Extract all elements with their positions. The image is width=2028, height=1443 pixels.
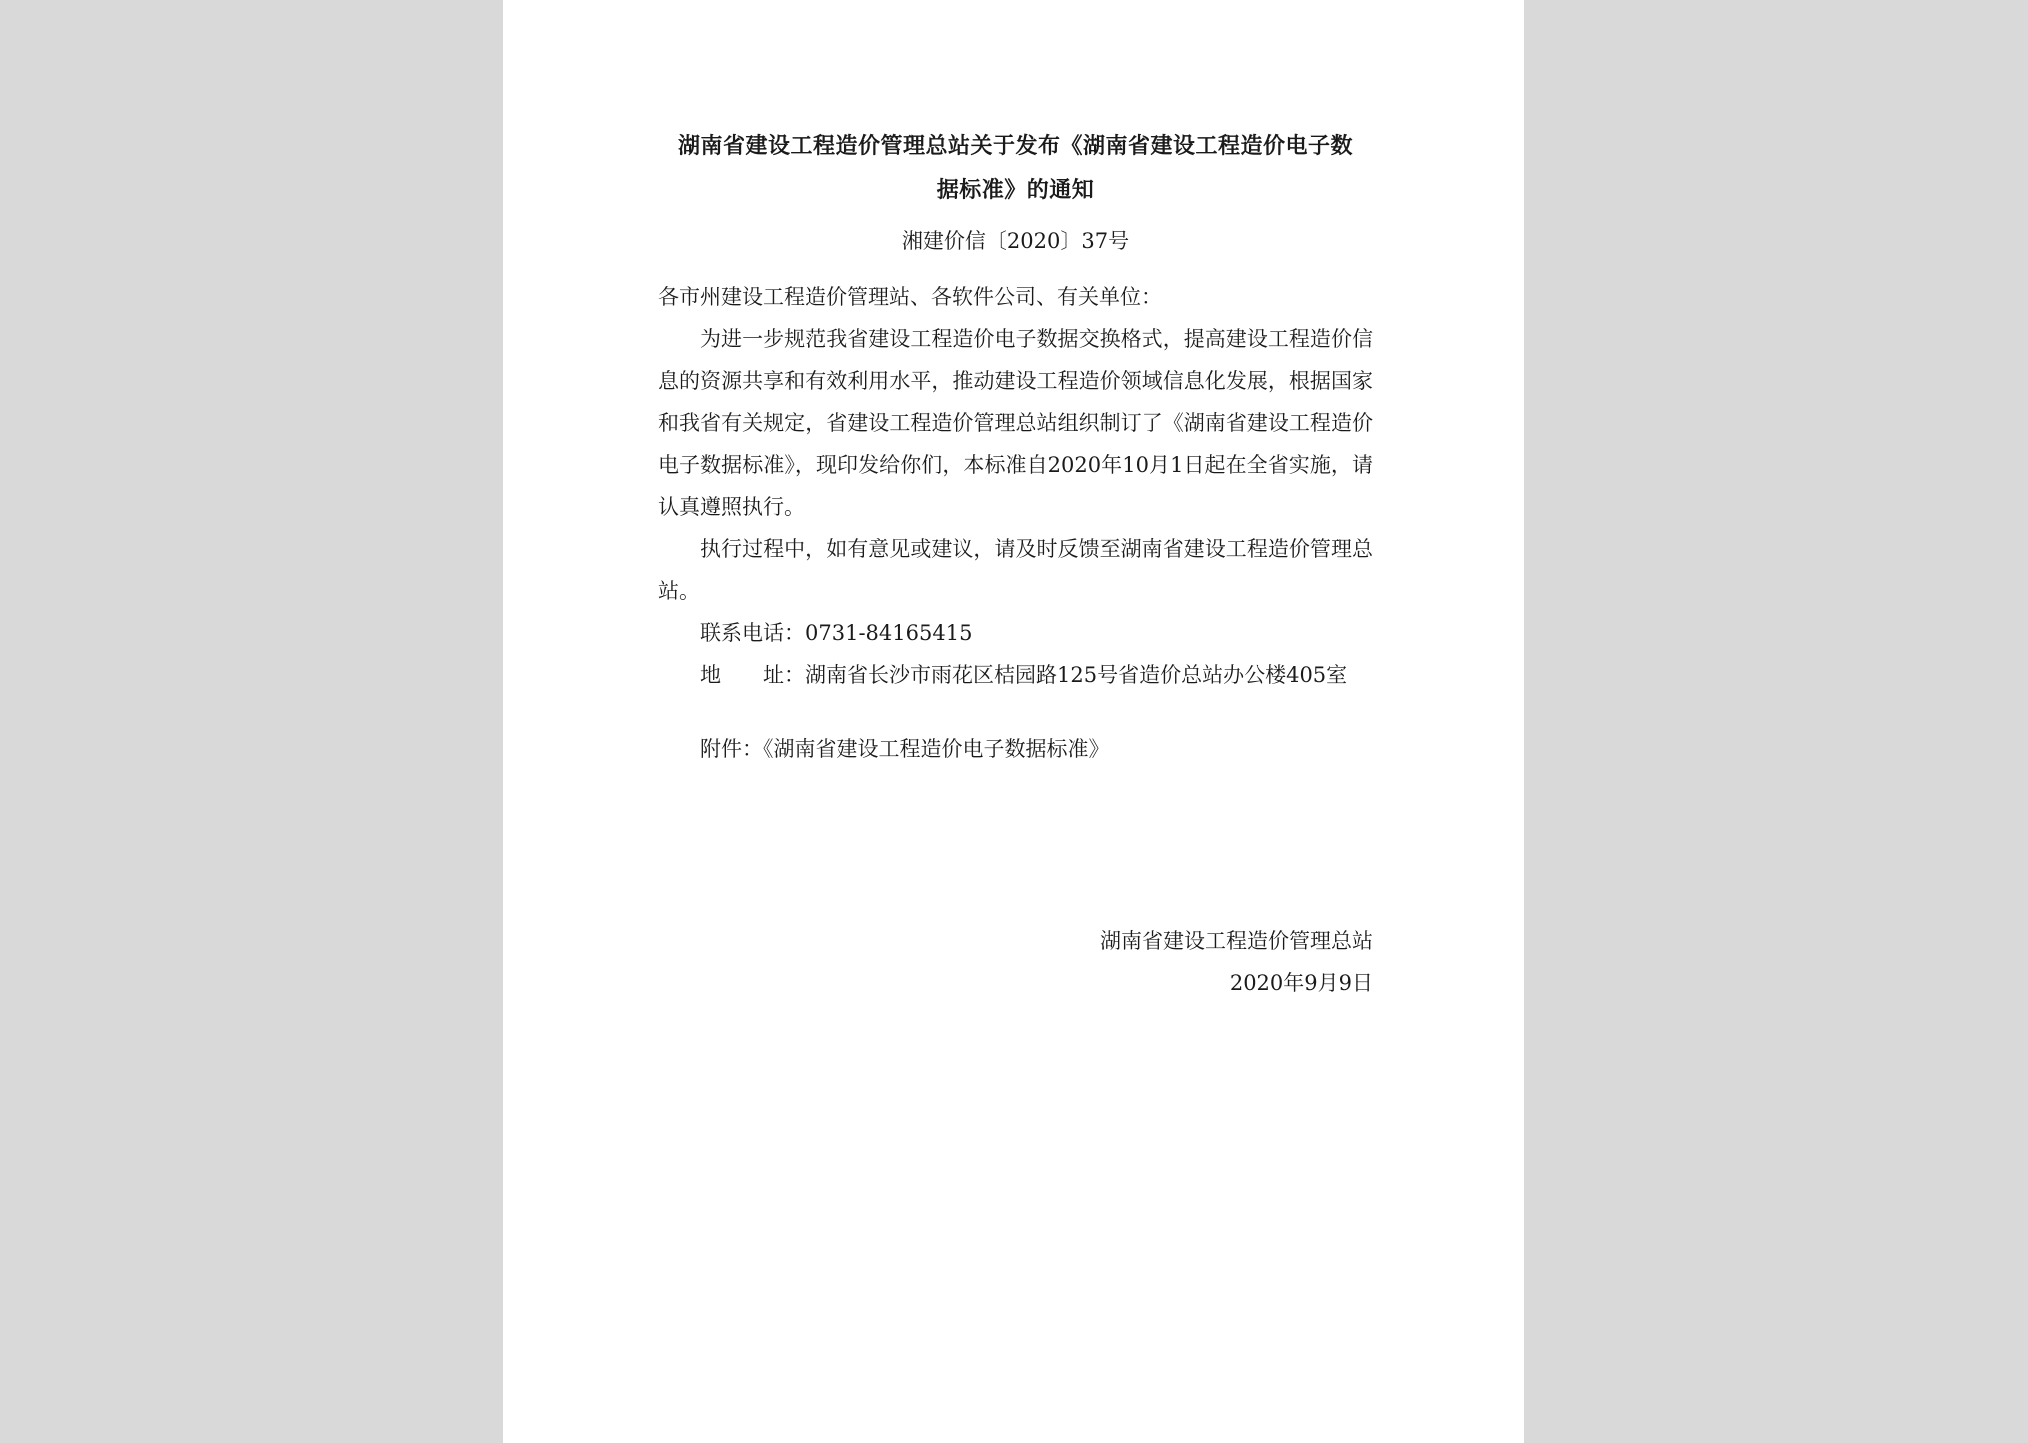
paragraph-main: 为进一步规范我省建设工程造价电子数据交换格式，提高建设工程造价信息的资源共享和有效利用水平，推动建设工程造价领域信息化发展，根据国家和我省有关规定，省建设工程造价管理总站组织制订了《湖南省建设工程造价电子数据标准》，现印发给你们，本标准自2020年10月1日起在全省实施，请认真遵照执行。 — [658, 327, 1373, 519]
contact-address — [658, 654, 1373, 696]
signature-block — [658, 920, 1373, 1004]
phone-label: 联系电话： — [700, 621, 805, 645]
document-body — [658, 124, 1373, 770]
phone-value: 0731-84165415 — [805, 621, 973, 645]
address-value: 湖南省长沙市雨花区桔园路125号省造价总站办公楼405室 — [805, 663, 1348, 687]
attachment — [658, 728, 1373, 770]
attachment-label: 附件： — [700, 737, 763, 761]
address-label: 地 址： — [700, 663, 805, 687]
paragraph-feedback: 执行过程中，如有意见或建议，请及时反馈至湖南省建设工程造价管理总站。 — [658, 537, 1373, 603]
document-number: 湘建价信〔2020〕37号 — [901, 229, 1130, 253]
signature-organization: 湖南省建设工程造价管理总站 — [1100, 929, 1373, 953]
contact-phone — [658, 612, 1373, 654]
attachment-link[interactable]: 《湖南省建设工程造价电子数据标准》 — [763, 737, 1110, 761]
document-title-line-1: 湖南省建设工程造价管理总站关于发布《湖南省建设工程造价电子数 — [677, 133, 1353, 159]
addressee: 各市州建设工程造价管理站、各软件公司、有关单位： — [658, 285, 1162, 309]
signature-date: 2020年9月9日 — [1229, 971, 1373, 995]
document-page — [503, 0, 1524, 1443]
document-title-line-2: 据标准》的通知 — [936, 177, 1095, 203]
